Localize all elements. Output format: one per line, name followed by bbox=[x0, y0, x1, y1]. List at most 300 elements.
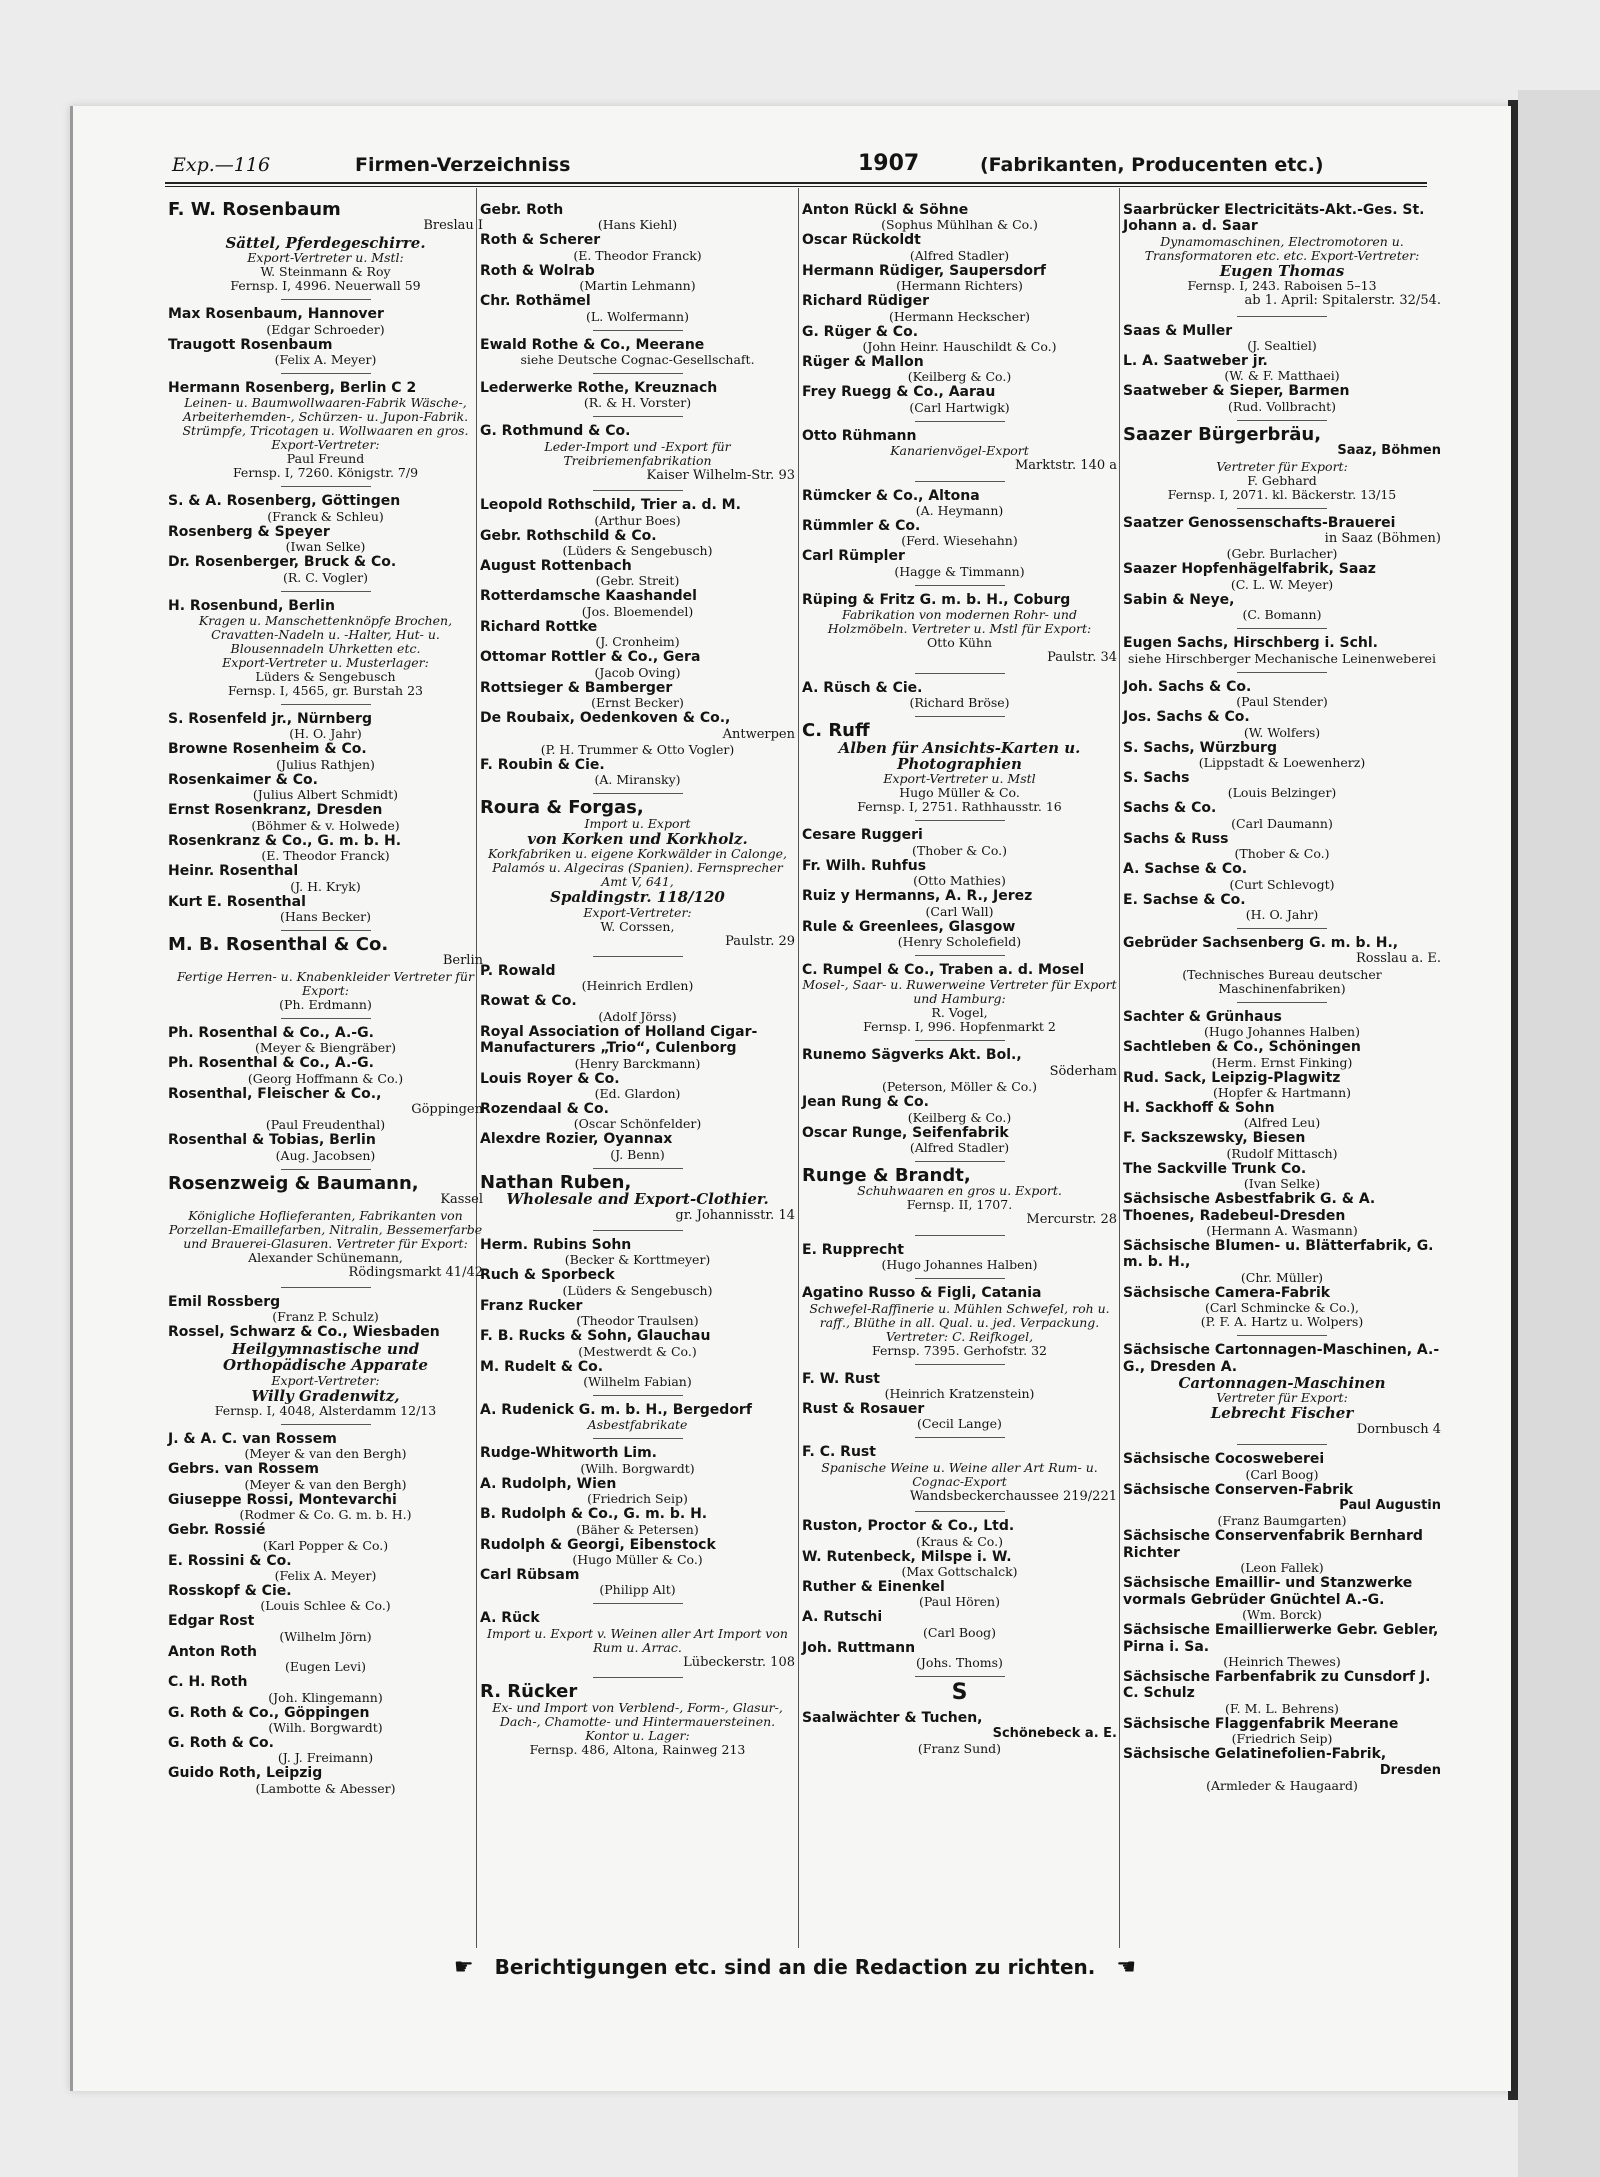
page-header bbox=[100, 150, 1430, 186]
firm-description: Kanarienvögel-Export bbox=[890, 443, 1029, 459]
firm-name: A. Rudenick G. m. b. H., Bergedorf bbox=[480, 1402, 752, 1419]
firm-name: Ernst Rosenkranz, Dresden bbox=[168, 802, 383, 819]
agent-name: (R. C. Vogler) bbox=[283, 569, 368, 585]
firm-name: Giuseppe Rossi, Montevarchi bbox=[168, 1491, 397, 1508]
agent-name: (E. Theodor Franck) bbox=[573, 247, 702, 263]
entry-separator bbox=[1237, 508, 1327, 509]
agent-name: (Kraus & Co.) bbox=[916, 1533, 1003, 1549]
agent-name: R. Vogel, bbox=[931, 1005, 988, 1021]
firm-name: Cesare Ruggeri bbox=[802, 827, 923, 844]
firm-name: S. & A. Rosenberg, Göttingen bbox=[168, 493, 401, 510]
firm-name: A. Sachse & Co. bbox=[1123, 861, 1248, 878]
firm-name: Ph. Rosenthal & Co., A.-G. bbox=[168, 1055, 374, 1072]
firm-location: Lübeckerstr. 108 bbox=[683, 1654, 795, 1670]
agent-name: (Theodor Traulsen) bbox=[576, 1313, 699, 1329]
firm-location: Dornbusch 4 bbox=[1356, 1421, 1441, 1437]
firm-description: Fertige Herren- u. Knabenkleider Vertreter für Export: bbox=[177, 968, 474, 998]
firm-name: Rosenkranz & Co., G. m. b. H. bbox=[168, 832, 402, 849]
firm-name: Saazer Bürgerbräu, bbox=[1123, 423, 1322, 445]
entry-separator bbox=[1237, 628, 1327, 629]
agent-name: (Chr. Müller) bbox=[1240, 1269, 1324, 1285]
firm-name: Traugott Rosenbaum bbox=[168, 336, 333, 353]
firm-location: gr. Johannisstr. 14 bbox=[675, 1207, 795, 1223]
entry-separator bbox=[915, 1511, 1005, 1512]
firm-description: Kragen u. Manschettenknöpfe Brochen, Cravatten-Nadeln u. -Halter, Hut- u. Blousennadeln Uhrketten etc. bbox=[198, 613, 453, 657]
firm-name: Rudolph & Georgi, Eibenstock bbox=[480, 1536, 716, 1553]
agent-name: (John Heinr. Hauschildt & Co.) bbox=[862, 339, 1057, 355]
agent-name: (Iwan Selke) bbox=[285, 539, 366, 555]
entry-separator bbox=[593, 373, 683, 374]
entry-separator bbox=[915, 820, 1005, 821]
firm-name: G. Roth & Co., Göppingen bbox=[168, 1704, 370, 1721]
firm-name: L. A. Saatweber jr. bbox=[1123, 353, 1268, 370]
firm-description: Königliche Hoflieferanten, Fabrikanten von Porzellan-Emaillefarben, Nitralin, Bessemerfarbe und Brauerei-Glasuren. Vertreter für Export: bbox=[168, 1207, 483, 1251]
entry-separator bbox=[593, 956, 683, 957]
firm-name: Oscar Rückoldt bbox=[802, 232, 921, 249]
firm-location: Berlin bbox=[442, 953, 483, 969]
firm-location: Mercurstr. 28 bbox=[1026, 1212, 1117, 1228]
agent-name: (Rud. Vollbracht) bbox=[1227, 398, 1337, 414]
entry-separator bbox=[915, 673, 1005, 674]
agent-name: (Eugen Levi) bbox=[284, 1659, 367, 1675]
firm-name: Franz Rucker bbox=[480, 1297, 583, 1314]
agent-name: (H. O. Jahr) bbox=[1245, 906, 1319, 922]
firm-name: Richard Rüdiger bbox=[802, 293, 930, 310]
firm-name: M. Rudelt & Co. bbox=[480, 1358, 604, 1375]
agent-name: (R. & H. Vorster) bbox=[583, 395, 692, 411]
agent-name: (Wilh. Borgwardt) bbox=[268, 1720, 383, 1736]
firm-address: Fernsp. 486, Altona, Rainweg 213 bbox=[529, 1741, 746, 1757]
firm-specialty: Cartonnagen-Maschinen bbox=[1178, 1374, 1386, 1393]
firm-name: Sächsische Conserven-Fabrik bbox=[1123, 1481, 1354, 1498]
entry-separator bbox=[915, 1235, 1005, 1236]
firm-name: Roth & Scherer bbox=[480, 232, 601, 249]
page-year: 1907 bbox=[858, 151, 920, 176]
agent-name: (Jos. Bloemendel) bbox=[581, 603, 694, 619]
agent-name: (Herm. Ernst Finking) bbox=[1211, 1054, 1353, 1070]
firm-name: Saalwächter & Tuchen, bbox=[802, 1709, 983, 1726]
entry-separator bbox=[593, 416, 683, 417]
firm-name: J. & A. C. van Rossem bbox=[168, 1431, 337, 1447]
firm-name: Gebr. Rothschild & Co. bbox=[480, 527, 657, 544]
agent-name: (L. Wolfermann) bbox=[586, 308, 689, 324]
entry-separator bbox=[915, 585, 1005, 586]
firm-specialty: Willy Gradenwitz, bbox=[251, 1386, 400, 1405]
firm-name: Sächsische Conservenfabrik Bernhard Richter bbox=[1123, 1528, 1423, 1561]
firm-name: Rule & Greenlees, Glasgow bbox=[802, 918, 1016, 935]
agent-name: (Peterson, Möller & Co.) bbox=[882, 1079, 1037, 1095]
firm-name: Kurt E. Rosenthal bbox=[168, 893, 306, 910]
firm-name: Rust & Rosauer bbox=[802, 1401, 925, 1417]
firm-location: Antwerpen bbox=[722, 726, 795, 742]
agent-name: (Meyer & van den Bergh) bbox=[244, 1476, 407, 1492]
firm-location: Schönebeck a. E. bbox=[992, 1726, 1117, 1742]
agent-name: (Heinrich Thewes) bbox=[1223, 1653, 1341, 1669]
firm-address: Fernsp. I, 4048, Alsterdamm 12/13 bbox=[214, 1403, 437, 1418]
firm-description: Spanische Weine u. Weine aller Art Rum- u. Cognac-Export bbox=[821, 1459, 1098, 1489]
agent-name: Otto Kühn bbox=[926, 635, 992, 651]
agent-name: (Paul Hören) bbox=[919, 1594, 1000, 1610]
firm-name: Sachter & Grünhaus bbox=[1123, 1008, 1282, 1025]
firm-name: Joh. Sachs & Co. bbox=[1123, 678, 1252, 695]
directory-column-3 bbox=[802, 202, 1117, 1756]
firm-specialty: von Korken und Korkholz. bbox=[527, 829, 748, 848]
agent-name: (Franck & Schleu) bbox=[267, 508, 384, 524]
firm-name: Sächsische Cartonnagen-Maschinen, A.-G., Dresden A. bbox=[1123, 1342, 1440, 1375]
firm-location: Rödingsmarkt 41/42 bbox=[348, 1264, 483, 1280]
firm-name: Carl Rübsam bbox=[480, 1567, 580, 1584]
agent-name: Lüders & Sengebusch bbox=[255, 669, 396, 685]
firm-name: A. Rüsch & Cie. bbox=[802, 679, 923, 696]
agent-name: (Hugo Müller & Co.) bbox=[572, 1552, 703, 1568]
firm-address: Fernsp. 7395. Gerhofstr. 32 bbox=[872, 1342, 1047, 1358]
entry-separator bbox=[593, 1603, 683, 1604]
firm-location: Kassel bbox=[440, 1192, 483, 1208]
firm-location: Dresden bbox=[1379, 1762, 1441, 1778]
firm-name: H. Rosenbund, Berlin bbox=[168, 597, 335, 614]
agent-name: (C. L. W. Meyer) bbox=[1230, 576, 1334, 592]
firm-name: S. Sachs, Würzburg bbox=[1123, 739, 1277, 756]
firm-name: H. Sackhoff & Sohn bbox=[1123, 1099, 1275, 1116]
agent-name: (Max Gottschalck) bbox=[901, 1564, 1018, 1580]
firm-name: Rümmler & Co. bbox=[802, 518, 921, 535]
firm-name: Runemo Sägverks Akt. Bol., bbox=[802, 1047, 1022, 1064]
directory-column-4 bbox=[1123, 202, 1441, 1793]
firm-name: Frey Ruegg & Co., Aarau bbox=[802, 384, 996, 401]
entry-separator bbox=[281, 373, 371, 374]
firm-name: Eugen Sachs, Hirschberg i. Schl. bbox=[1123, 635, 1379, 652]
pointing-hand-left-icon: ☚ bbox=[1116, 1955, 1137, 1980]
firm-name: Rosenthal & Tobias, Berlin bbox=[168, 1132, 376, 1149]
firm-name: G. Rothmund & Co. bbox=[480, 423, 631, 440]
firm-name: Hermann Rosenberg, Berlin C 2 bbox=[168, 380, 417, 397]
firm-name: Rottsieger & Bamberger bbox=[480, 679, 673, 696]
agent-name: (Carl Wall) bbox=[925, 903, 994, 919]
entry-separator bbox=[281, 1287, 371, 1288]
firm-address: Fernsp. I, 243. Raboisen 5–13 bbox=[1187, 278, 1377, 294]
entry-separator bbox=[1237, 1444, 1327, 1445]
firm-name: Rossel, Schwarz & Co., Wiesbaden bbox=[168, 1324, 440, 1341]
agent-name: (Edgar Schroeder) bbox=[266, 321, 385, 337]
agent-name: (Cecil Lange) bbox=[917, 1416, 1002, 1432]
firm-name: Ruiz y Hermanns, A. R., Jerez bbox=[802, 888, 1033, 905]
agent-name: (Hugo Johannes Halben) bbox=[1204, 1024, 1360, 1040]
firm-name: Ruch & Sporbeck bbox=[480, 1267, 615, 1284]
agent-name: (Böhmer & v. Holwede) bbox=[251, 817, 400, 833]
agent-name: (Paul Stender) bbox=[1236, 694, 1328, 710]
firm-name: Saarbrücker Electricitäts-Akt.-Ges. St. Johann a. d. Saar bbox=[1123, 202, 1425, 235]
agent-name: (Joh. Klingemann) bbox=[268, 1689, 383, 1705]
agent-name: (Technisches Bureau deutscher Maschinenfabriken) bbox=[1182, 966, 1382, 996]
firm-location: Breslau I bbox=[423, 218, 483, 234]
agent-name: (Ivan Selke) bbox=[1243, 1176, 1321, 1192]
agent-name: (Ernst Becker) bbox=[591, 695, 684, 711]
firm-name: P. Rowald bbox=[480, 962, 556, 979]
agent-name: (Gebr. Burlacher) bbox=[1226, 546, 1338, 562]
firm-address: Fernsp. I, 2751. Rathhausstr. 16 bbox=[857, 799, 1062, 815]
agent-name: (Ph. Erdmann) bbox=[279, 996, 372, 1012]
firm-name: Nathan Ruben, bbox=[480, 1171, 632, 1193]
entry-separator bbox=[915, 481, 1005, 482]
firm-name: Louis Royer & Co. bbox=[480, 1070, 620, 1087]
agent-name: (E. Theodor Franck) bbox=[261, 848, 390, 864]
entry-separator bbox=[915, 1676, 1005, 1677]
agent-name: (Keilberg & Co.) bbox=[907, 369, 1012, 385]
firm-name: F. B. Rucks & Sohn, Glauchau bbox=[480, 1328, 711, 1345]
agent-name: (Bäher & Petersen) bbox=[576, 1521, 699, 1537]
firm-name: Rosenzweig & Baumann, bbox=[168, 1172, 419, 1194]
agent-name: (Felix A. Meyer) bbox=[274, 352, 377, 368]
firm-description: Asbestfabrikate bbox=[587, 1417, 688, 1433]
agent-name: (Lambotte & Abesser) bbox=[255, 1780, 396, 1796]
firm-name: Edgar Rost bbox=[168, 1613, 255, 1630]
firm-name: Max Rosenbaum, Hannover bbox=[168, 306, 384, 323]
agent-name: (Franz Baumgarten) bbox=[1217, 1513, 1347, 1529]
agent-name: (A. Heymann) bbox=[915, 503, 1004, 519]
firm-description: Leder-Import und -Export für Treibriemenfabrikation bbox=[544, 438, 731, 468]
agent-name: (Georg Hoffmann & Co.) bbox=[247, 1070, 404, 1086]
agent-name: (Richard Bröse) bbox=[909, 695, 1010, 711]
agent-name: F. Gebhard bbox=[1247, 472, 1317, 488]
agent-name: (Hermann Heckscher) bbox=[888, 308, 1031, 324]
agent-name: (Friedrich Seip) bbox=[587, 1491, 688, 1507]
agent-name: (Wilh. Borgwardt) bbox=[580, 1460, 695, 1476]
firm-name: Alexdre Rozier, Oyannax bbox=[480, 1131, 673, 1148]
agent-name: (Adolf Jörss) bbox=[598, 1008, 677, 1024]
agent-name: (Hagge & Timmann) bbox=[894, 563, 1025, 579]
agent-name: (Felix A. Meyer) bbox=[274, 1568, 377, 1584]
firm-location: Paul Augustin bbox=[1339, 1498, 1441, 1514]
agent-name: (Thober & Co.) bbox=[912, 842, 1007, 858]
firm-name: Ruther & Einenkel bbox=[802, 1579, 945, 1596]
firm-address: Fernsp. I, 4996. Neuerwall 59 bbox=[230, 278, 421, 294]
page-number: Exp.—116 bbox=[172, 154, 271, 176]
entry-separator bbox=[281, 591, 371, 592]
entry-separator bbox=[915, 421, 1005, 422]
entry-separator bbox=[281, 1018, 371, 1019]
firm-description: Dynamomaschinen, Electromotoren u. Transformatoren etc. etc. Export-Vertreter: bbox=[1144, 233, 1420, 263]
firm-name: Anton Roth bbox=[168, 1643, 258, 1660]
firm-name: Sächsische Blumen- u. Blätterfabrik, G. m. b. H., bbox=[1123, 1238, 1434, 1271]
firm-name: The Sackville Trunk Co. bbox=[1123, 1160, 1307, 1177]
entry-separator bbox=[915, 1040, 1005, 1041]
agent-name: (F. M. L. Behrens) bbox=[1225, 1700, 1339, 1716]
entry-separator bbox=[593, 1438, 683, 1439]
firm-name: F. C. Rust bbox=[802, 1444, 876, 1461]
firm-name: Guido Roth, Leipzig bbox=[168, 1765, 323, 1782]
agent-name: (Franz P. Schulz) bbox=[272, 1309, 379, 1325]
firm-name: G. Rüger & Co. bbox=[802, 323, 919, 340]
firm-name: Richard Rottke bbox=[480, 618, 598, 635]
entry-separator bbox=[281, 1169, 371, 1170]
firm-description: Export-Vertreter: bbox=[583, 904, 692, 920]
agent-name: (Hermann A. Wasmann) bbox=[1206, 1223, 1358, 1238]
firm-name: Oscar Runge, Seifenfabrik bbox=[802, 1124, 1009, 1141]
entry-separator bbox=[915, 1364, 1005, 1365]
firm-name: Rowat & Co. bbox=[480, 993, 577, 1010]
firm-name: Dr. Rosenberger, Bruck & Co. bbox=[168, 554, 397, 571]
firm-location: Kaiser Wilhelm-Str. 93 bbox=[646, 467, 795, 483]
page-subtitle: (Fabrikanten, Producenten etc.) bbox=[980, 154, 1324, 176]
firm-name: B. Rudolph & Co., G. m. b. H. bbox=[480, 1506, 708, 1523]
firm-name: S. Sachs bbox=[1123, 769, 1190, 786]
firm-description: Export-Vertreter u. Musterlager: bbox=[222, 655, 429, 671]
page-footer bbox=[160, 1955, 1430, 1980]
agent-name: (Leon Fallek) bbox=[1240, 1560, 1324, 1576]
agent-name: (Carl Hartwigk) bbox=[909, 399, 1010, 415]
firm-name: Rüger & Mallon bbox=[802, 354, 924, 371]
agent-name: (Lippstadt & Loewenherz) bbox=[1198, 754, 1366, 770]
entry-separator bbox=[915, 1161, 1005, 1162]
agent-name: (Julius Albert Schmidt) bbox=[252, 787, 399, 803]
agent-name: W. Corssen, bbox=[600, 918, 675, 934]
firm-name: Ewald Rothe & Co., Meerane bbox=[480, 336, 705, 353]
firm-name: Sachtleben & Co., Schöningen bbox=[1123, 1039, 1361, 1056]
entry-separator bbox=[915, 1278, 1005, 1279]
entry-separator bbox=[593, 1168, 683, 1169]
agent-name: (Friedrich Seip) bbox=[1231, 1731, 1333, 1747]
firm-name: Sachs & Russ bbox=[1123, 830, 1229, 847]
firm-name: G. Roth & Co. bbox=[168, 1735, 274, 1752]
agent-name: (J. Cronheim) bbox=[595, 634, 680, 650]
entry-separator bbox=[281, 704, 371, 705]
agent-name: (A. Miransky) bbox=[594, 772, 681, 788]
agent-name: (Meyer & van den Bergh) bbox=[244, 1446, 407, 1462]
agent-name: (Mestwerdt & Co.) bbox=[578, 1343, 697, 1359]
agent-name: (Heinrich Erdlen) bbox=[581, 978, 694, 994]
firm-name: Sächsische Flaggenfabrik Meerane bbox=[1123, 1715, 1399, 1732]
entry-separator bbox=[593, 1230, 683, 1231]
firm-name: Rudge-Whitworth Lim. bbox=[480, 1445, 657, 1462]
firm-specialty: Heilgymnastische und Orthopädische Apparate bbox=[223, 1339, 428, 1375]
firm-name: Sächsische Camera-Fabrik bbox=[1123, 1284, 1331, 1301]
firm-name: Browne Rosenheim & Co. bbox=[168, 741, 367, 758]
firm-name: Anton Rückl & Söhne bbox=[802, 202, 969, 218]
firm-name: Runge & Brandt, bbox=[802, 1164, 971, 1186]
agent-name: (Armleder & Haugaard) bbox=[1206, 1777, 1358, 1793]
firm-specialty: Sättel, Pferdegeschirre. bbox=[225, 233, 426, 252]
agent-name: (C. Bomann) bbox=[1242, 607, 1322, 623]
firm-name: C. Ruff bbox=[802, 720, 870, 742]
agent-name: W. Steinmann & Roy bbox=[260, 264, 391, 280]
firm-name: E. Rossini & Co. bbox=[168, 1552, 292, 1569]
firm-name: Gebrüder Sachsenberg G. m. b. H., bbox=[1123, 934, 1399, 951]
agent-name: (J. Benn) bbox=[610, 1146, 665, 1162]
firm-description: Import u. Export bbox=[584, 815, 691, 831]
firm-name: A. Rutschi bbox=[802, 1609, 883, 1626]
agent-name: (P. H. Trummer & Otto Vogler) bbox=[540, 741, 735, 757]
firm-name: Rümcker & Co., Altona bbox=[802, 487, 980, 504]
agent-name: Alexander Schünemann, bbox=[248, 1249, 403, 1265]
agent-name: (Alfred Stadler) bbox=[909, 247, 1010, 263]
pointing-hand-right-icon: ☛ bbox=[453, 1955, 474, 1980]
agent-name: (Heinrich Kratzenstein) bbox=[884, 1386, 1035, 1401]
firm-name: Rosenthal, Fleischer & Co., bbox=[168, 1085, 382, 1102]
firm-specialty: Lebrecht Fischer bbox=[1210, 1404, 1354, 1423]
firm-description: Ex- und Import von Verblend-, Form-, Glasur-, Dach-, Chamotte- und Hintermauersteinen. Kontor u. Lager: bbox=[492, 1699, 783, 1743]
agent-name: (W. Wolfers) bbox=[1243, 724, 1321, 740]
entry-separator bbox=[281, 299, 371, 300]
entry-separator bbox=[281, 930, 371, 931]
agent-name: (Alfred Stadler) bbox=[909, 1139, 1010, 1155]
firm-description: Fabrikation von modernen Rohr- und Holzmöbeln. Vertreter u. Mstl für Export: bbox=[827, 607, 1092, 637]
firm-name: Sächsische Farbenfabrik zu Cunsdorf J. C. Schulz bbox=[1123, 1668, 1431, 1702]
firm-name: Rosenkaimer & Co. bbox=[168, 771, 318, 788]
entry-separator bbox=[593, 330, 683, 331]
firm-name: Jos. Sachs & Co. bbox=[1123, 709, 1250, 726]
header-rule bbox=[165, 182, 1427, 184]
agent-name: (Franz Sund) bbox=[917, 1741, 1002, 1757]
firm-name: Ph. Rosenthal & Co., A.-G. bbox=[168, 1024, 374, 1041]
agent-name: (Sophus Mühlhan & Co.) bbox=[881, 217, 1038, 233]
firm-description: Vertreter für Export: bbox=[1216, 458, 1348, 474]
firm-description: Korkfabriken u. eigene Korkwälder in Calonge, Palamós u. Algeciras (Spanien). Fernsprecher Amt V, 641, bbox=[488, 846, 787, 890]
footer-text: Berichtigungen etc. sind an die Redaction zu richten. bbox=[494, 1955, 1096, 1979]
agent-name: (Carl Daumann) bbox=[1231, 815, 1333, 831]
firm-location: Paulstr. 29 bbox=[725, 933, 795, 949]
entry-separator bbox=[1237, 420, 1327, 421]
firm-name: R. Rücker bbox=[480, 1681, 578, 1703]
agent-name: (Thober & Co.) bbox=[1234, 846, 1330, 862]
directory-column-2 bbox=[480, 202, 795, 1757]
header-rule-thin bbox=[165, 186, 1427, 187]
firm-name: Rud. Sack, Leipzig-Plagwitz bbox=[1123, 1069, 1341, 1086]
agent-name: (Hans Kiehl) bbox=[597, 217, 678, 233]
column-divider bbox=[798, 188, 799, 1948]
firm-address: Fernsp. I, 4565, gr. Burstah 23 bbox=[227, 683, 423, 699]
agent-name: (Martin Lehmann) bbox=[579, 278, 696, 294]
page-title: Firmen-Verzeichniss bbox=[355, 154, 571, 176]
agent-name: (Hopfer & Hartmann) bbox=[1212, 1084, 1351, 1100]
section-letter: S bbox=[951, 1680, 968, 1706]
firm-name: Sachs & Co. bbox=[1123, 800, 1217, 817]
firm-name: Heinr. Rosenthal bbox=[168, 863, 299, 880]
firm-name: C. H. Roth bbox=[168, 1674, 248, 1691]
agent-name: (Becker & Korttmeyer) bbox=[564, 1252, 711, 1268]
entry-separator bbox=[1237, 672, 1327, 673]
agent-name: (Carl Boog) bbox=[923, 1624, 996, 1640]
firm-name: E. Sachse & Co. bbox=[1123, 891, 1246, 908]
firm-name: Ruston, Proctor & Co., Ltd. bbox=[802, 1518, 1015, 1535]
column-divider bbox=[1119, 188, 1120, 1948]
agent-name: (Hans Becker) bbox=[279, 908, 372, 924]
firm-description: Schwefel-Raffinerie u. Mühlen Schwefel, roh u. raff., Blüthe in all. Qual. u. jed. Verpackung. Vertreter: C. Reifkogel, bbox=[809, 1300, 1110, 1344]
firm-name: Roura & Forgas, bbox=[480, 797, 644, 819]
entry-separator bbox=[593, 793, 683, 794]
firm-name: F. Sackszewsky, Biesen bbox=[1123, 1130, 1306, 1147]
firm-name: Saas & Muller bbox=[1123, 322, 1233, 339]
firm-name: Sächsische Cocosweberei bbox=[1123, 1451, 1325, 1468]
firm-description: Export-Vertreter u. Mstl: bbox=[247, 250, 404, 266]
firm-name: Lederwerke Rothe, Kreuznach bbox=[480, 380, 718, 397]
firm-name: Jean Rung & Co. bbox=[802, 1094, 929, 1111]
agent-name: (H. O. Jahr) bbox=[289, 726, 362, 742]
agent-name: (Alfred Leu) bbox=[1243, 1115, 1321, 1131]
firm-name: E. Rupprecht bbox=[802, 1241, 904, 1258]
firm-name: Saatzer Genossenschafts-Brauerei bbox=[1123, 514, 1396, 531]
firm-location: ab 1. April: Spitalerstr. 32/54. bbox=[1244, 293, 1441, 309]
agent-name: (Rudolf Mittasch) bbox=[1226, 1145, 1338, 1161]
agent-name: (Ed. Glardon) bbox=[594, 1085, 681, 1101]
agent-name: (J. Sealtiel) bbox=[1247, 338, 1317, 354]
firm-description: Export-Vertreter: bbox=[271, 1372, 380, 1388]
agent-name: (Wilhelm Fabian) bbox=[583, 1374, 692, 1390]
entry-separator bbox=[281, 1424, 371, 1425]
agent-name: (Carl Schmincke & Co.), bbox=[1204, 1300, 1360, 1316]
entry-separator bbox=[915, 1437, 1005, 1438]
firm-description: Leinen- u. Baumwollwaaren-Fabrik Wäsche-, Arbeiterhemden-, Schürzen- u. Jupon-Fabrik. Strümpfe, Tricotagen u. Wollwaaren en gros. bbox=[182, 395, 469, 439]
firm-description: Mosel-, Saar- u. Ruwerweine Vertreter für Export und Hamburg: bbox=[802, 977, 1117, 1007]
